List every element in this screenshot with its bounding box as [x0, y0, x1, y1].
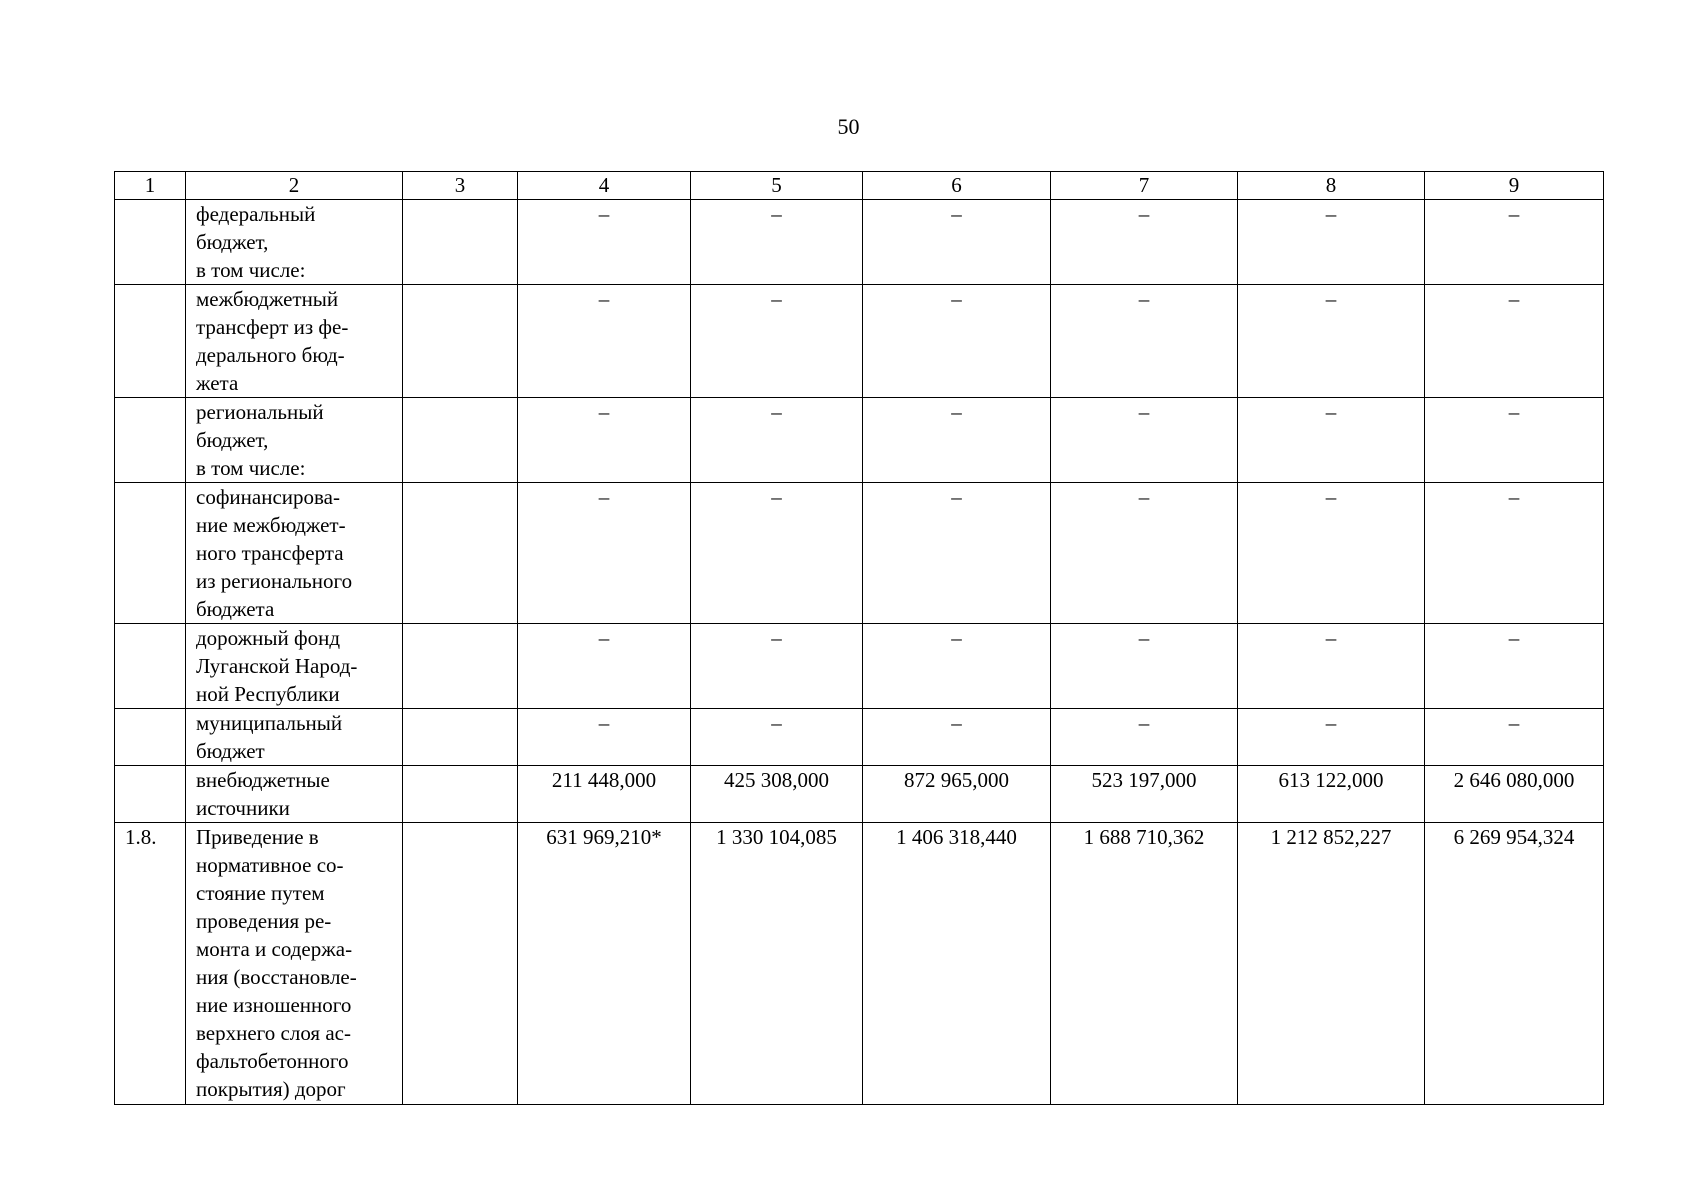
value-cell: –: [863, 709, 1051, 766]
source-text-line: внебюджетные: [196, 768, 330, 792]
value-cell: –: [518, 398, 691, 483]
funding-source-cell: [186, 285, 403, 398]
source-text-line: бюджета: [196, 597, 275, 621]
funding-source-cell: [186, 483, 403, 624]
row-number-cell: [115, 285, 186, 398]
budget-table: [114, 171, 1604, 1105]
source-text-line: межбюджетный: [196, 287, 339, 311]
table-row: [115, 200, 1604, 285]
value-cell: 1 212 852,227: [1238, 823, 1425, 1105]
header-cell: 3: [403, 172, 518, 200]
value-cell: –: [863, 483, 1051, 624]
empty-cell: [403, 823, 518, 1105]
source-text-line: в том числе:: [196, 258, 306, 282]
empty-cell: [403, 766, 518, 823]
source-text-line: бюджет,: [196, 230, 269, 254]
value-cell: –: [863, 200, 1051, 285]
empty-cell: [403, 398, 518, 483]
source-text-line: софинансирова-: [196, 485, 340, 509]
value-cell: –: [691, 709, 863, 766]
value-cell: 2 646 080,000: [1425, 766, 1604, 823]
empty-cell: [403, 200, 518, 285]
funding-source-cell: [186, 624, 403, 709]
value-cell: –: [1051, 709, 1238, 766]
row-number-cell: [115, 766, 186, 823]
source-text-line: из регионального: [196, 569, 353, 593]
value-cell: –: [1425, 200, 1604, 285]
table-row: [115, 398, 1604, 483]
value-cell: –: [691, 398, 863, 483]
value-cell: –: [518, 624, 691, 709]
header-cell: 9: [1425, 172, 1604, 200]
value-cell: –: [518, 200, 691, 285]
empty-cell: [403, 483, 518, 624]
value-cell: 631 969,210*: [518, 823, 691, 1105]
source-text-line: дорожный фонд: [196, 626, 341, 650]
value-cell: 425 308,000: [691, 766, 863, 823]
description-text-line: нормативное со-: [196, 853, 344, 877]
description-text-line: фальтобетонного: [196, 1049, 349, 1073]
header-cell: 7: [1051, 172, 1238, 200]
value-cell: –: [1051, 483, 1238, 624]
value-cell: –: [1051, 398, 1238, 483]
header-cell: 1: [115, 172, 186, 200]
funding-source-cell: [186, 766, 403, 823]
value-cell: –: [1051, 624, 1238, 709]
table-row: [115, 709, 1604, 766]
source-text-line: федеральный: [196, 202, 316, 226]
value-cell: 1 688 710,362: [1051, 823, 1238, 1105]
table-row-item-1-8: [115, 823, 1604, 1105]
value-cell: 872 965,000: [863, 766, 1051, 823]
description-text-line: ние изношенного: [196, 993, 352, 1017]
row-number-cell: [115, 398, 186, 483]
value-cell: –: [863, 285, 1051, 398]
table-row: [115, 483, 1604, 624]
funding-source-cell: [186, 709, 403, 766]
row-number-cell: [115, 200, 186, 285]
description-text-line: ния (восстановле-: [196, 965, 357, 989]
row-number-cell: [115, 709, 186, 766]
value-cell: –: [691, 624, 863, 709]
source-text-line: ного трансферта: [196, 541, 344, 565]
value-cell: –: [691, 483, 863, 624]
row-number-cell: 1.8.: [115, 823, 186, 1105]
value-cell: –: [1238, 285, 1425, 398]
value-cell: –: [1425, 398, 1604, 483]
header-cell: 2: [186, 172, 403, 200]
row-number-cell: [115, 624, 186, 709]
source-text-line: Луганской Народ-: [196, 654, 358, 678]
description-text-line: верхнего слоя ас-: [196, 1021, 351, 1045]
source-text-line: региональный: [196, 400, 324, 424]
empty-cell: [403, 709, 518, 766]
funding-source-cell: [186, 200, 403, 285]
source-text-line: источники: [196, 796, 290, 820]
funding-source-cell: [186, 398, 403, 483]
value-cell: –: [863, 624, 1051, 709]
value-cell: 1 330 104,085: [691, 823, 863, 1105]
column-number-row: [115, 172, 1604, 200]
source-text-line: трансферт из фе-: [196, 315, 349, 339]
value-cell: –: [1238, 709, 1425, 766]
value-cell: –: [1425, 285, 1604, 398]
value-cell: –: [1051, 200, 1238, 285]
value-cell: 1 406 318,440: [863, 823, 1051, 1105]
header-cell: 5: [691, 172, 863, 200]
source-text-line: бюджет: [196, 739, 265, 763]
source-text-line: дерального бюд-: [196, 343, 345, 367]
header-cell: 8: [1238, 172, 1425, 200]
description-text-line: стояние путем: [196, 881, 325, 905]
value-cell: –: [1238, 624, 1425, 709]
value-cell: –: [691, 285, 863, 398]
empty-cell: [403, 285, 518, 398]
source-text-line: муниципальный: [196, 711, 343, 735]
value-cell: –: [863, 398, 1051, 483]
page-number: 50: [837, 114, 860, 139]
value-cell: –: [691, 200, 863, 285]
value-cell: –: [1425, 483, 1604, 624]
description-text-line: проведения ре-: [196, 909, 332, 933]
value-cell: –: [1238, 398, 1425, 483]
value-cell: –: [518, 483, 691, 624]
value-cell: 6 269 954,324: [1425, 823, 1604, 1105]
source-text-line: в том числе:: [196, 456, 306, 480]
value-cell: –: [1238, 483, 1425, 624]
value-cell: –: [1238, 200, 1425, 285]
value-cell: 523 197,000: [1051, 766, 1238, 823]
value-cell: –: [1425, 624, 1604, 709]
value-cell: –: [518, 285, 691, 398]
table-row: [115, 624, 1604, 709]
value-cell: –: [1425, 709, 1604, 766]
source-text-line: бюджет,: [196, 428, 269, 452]
value-cell: 613 122,000: [1238, 766, 1425, 823]
source-text-line: жета: [196, 371, 239, 395]
source-text-line: ной Республики: [196, 682, 340, 706]
description-text-line: монта и содержа-: [196, 937, 353, 961]
header-cell: 4: [518, 172, 691, 200]
description-text-line: покрытия) дорог: [196, 1077, 346, 1101]
value-cell: 211 448,000: [518, 766, 691, 823]
description-text-line: Приведение в: [196, 825, 319, 849]
table-row: [115, 766, 1604, 823]
value-cell: –: [1051, 285, 1238, 398]
value-cell: –: [518, 709, 691, 766]
table-row: [115, 285, 1604, 398]
row-number-cell: [115, 483, 186, 624]
source-text-line: ние межбюджет-: [196, 513, 346, 537]
empty-cell: [403, 624, 518, 709]
header-cell: 6: [863, 172, 1051, 200]
activity-description-cell: [186, 823, 403, 1105]
